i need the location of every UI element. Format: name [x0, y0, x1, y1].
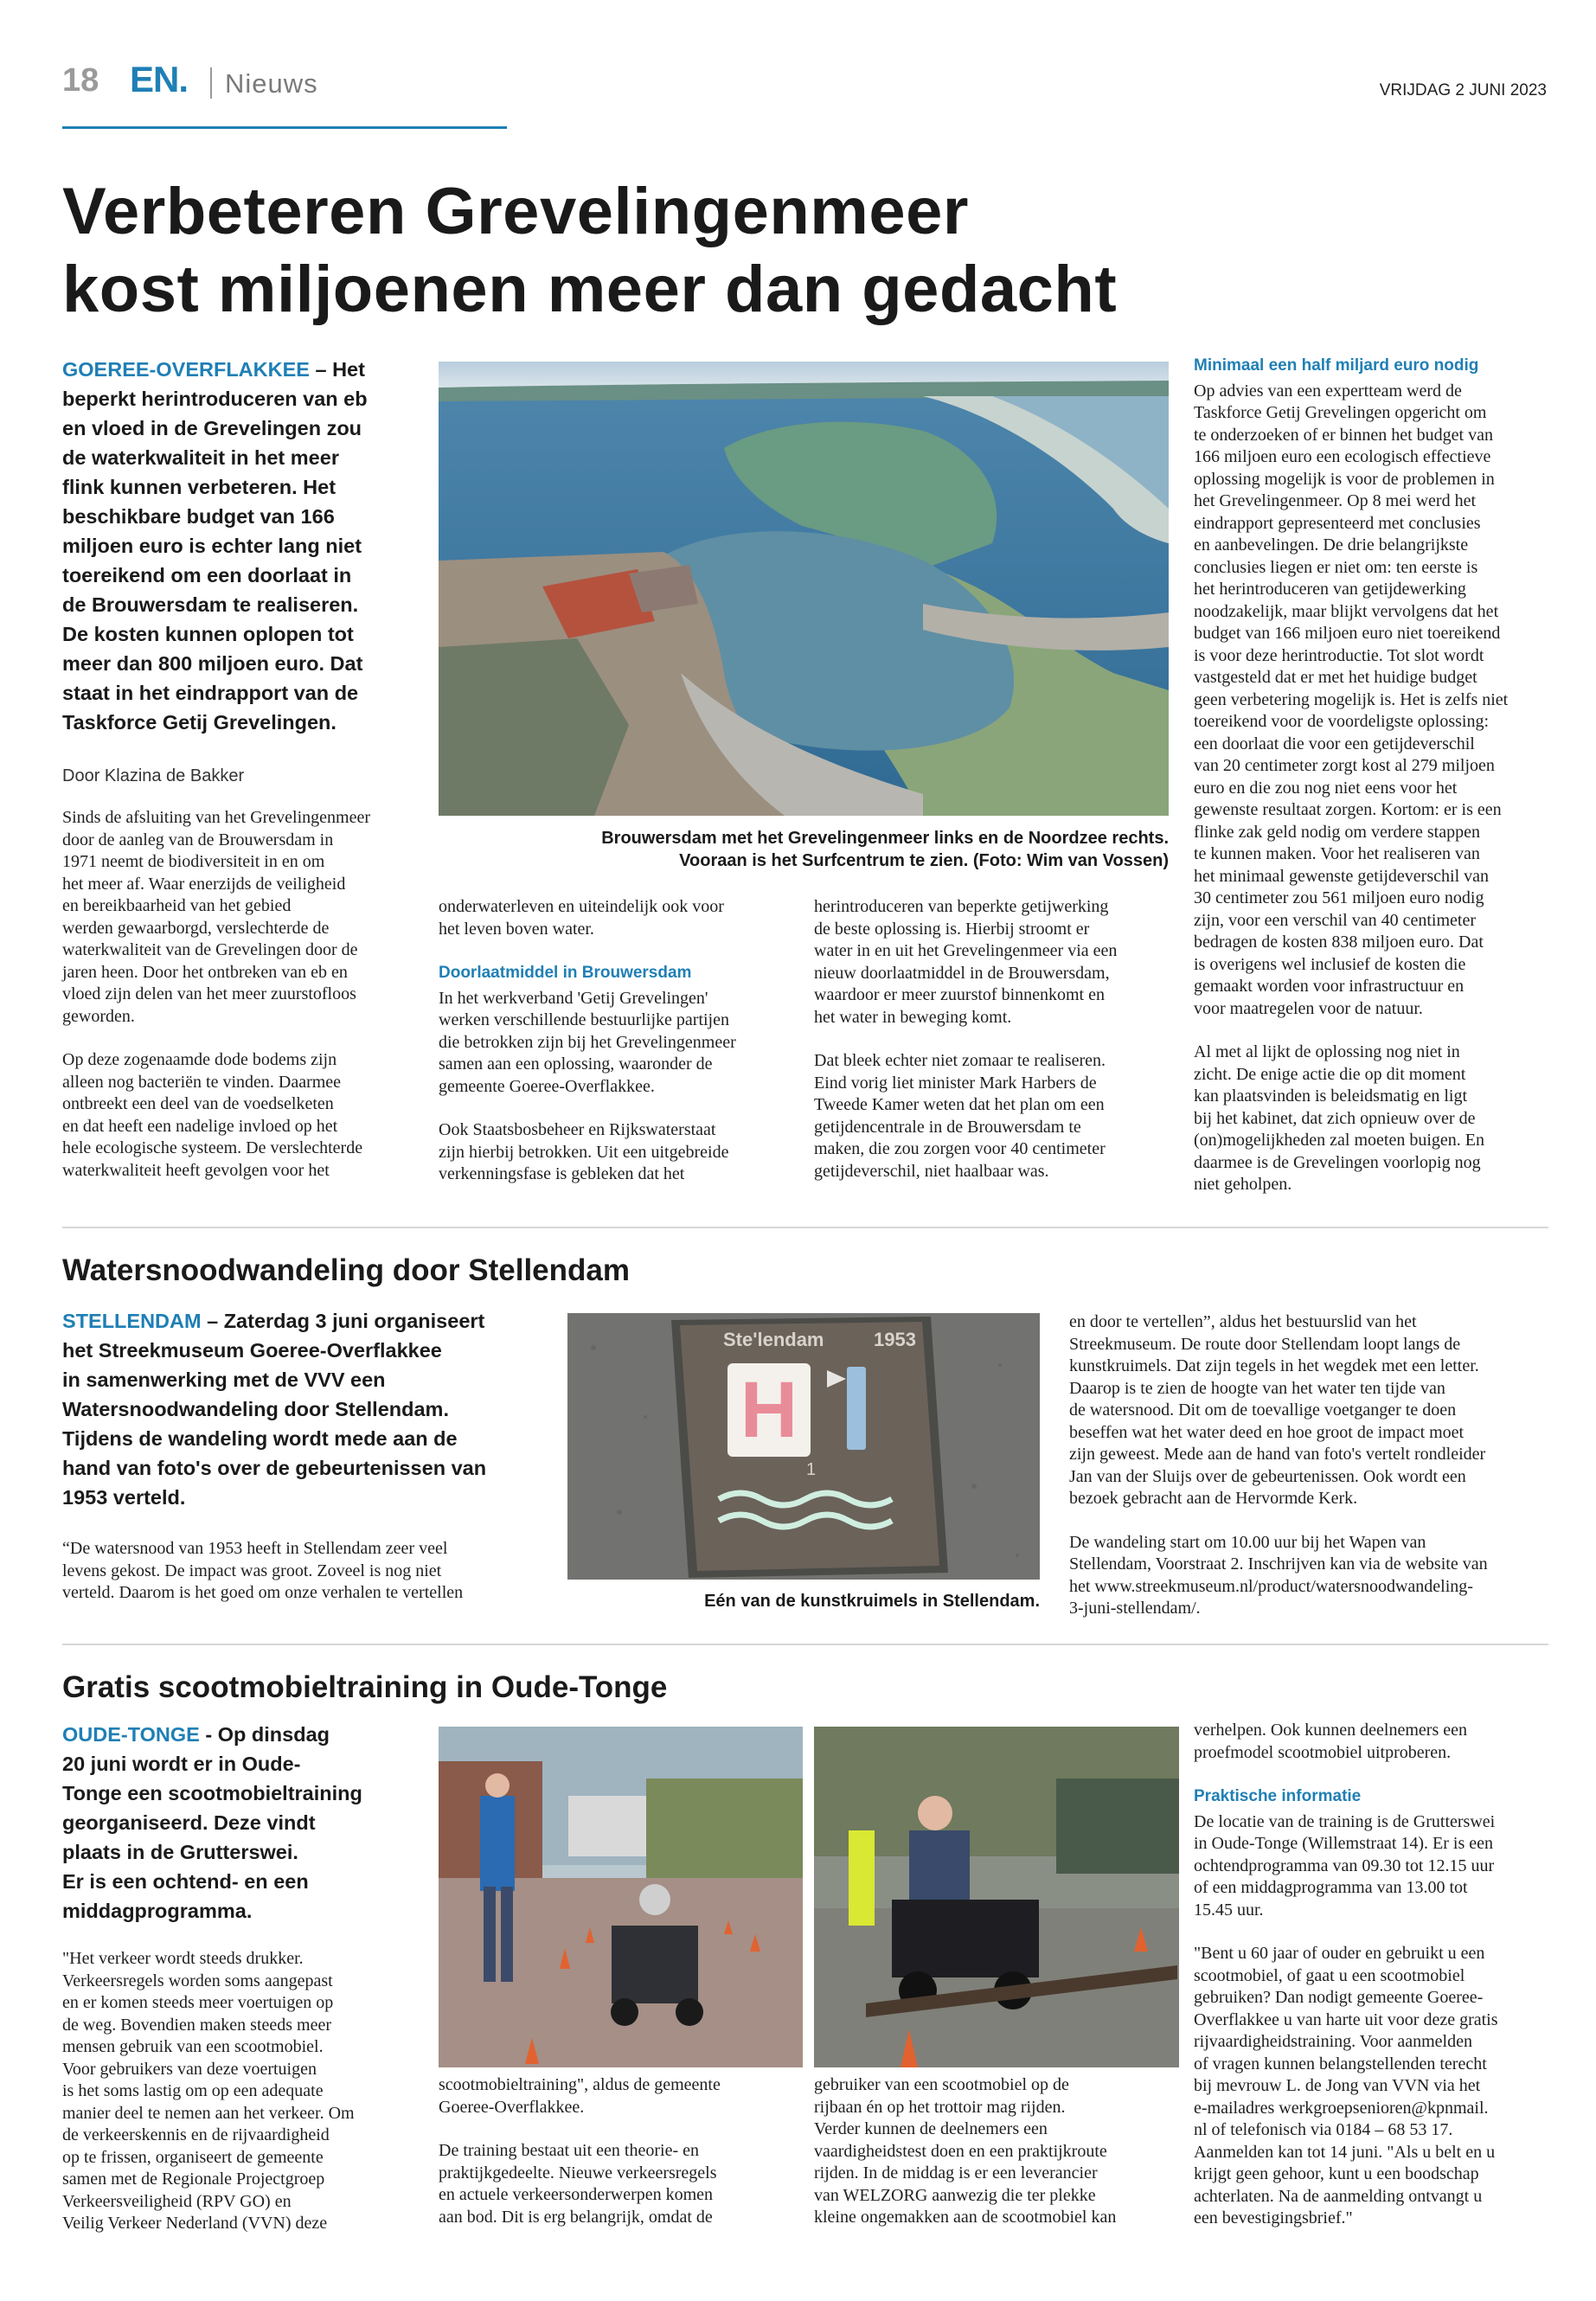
- article2-lede: [62, 1306, 547, 1512]
- article1-col1-p2: Op deze zogenaamde dode bodems zijn alleen nog bacteriën te vinden. Daarmee ontbreekt een deel van de voedselketen en dat heeft een nadelige invloed op het hele ecologische systeem. De verslechterde waterkwaliteit heeft gevolgen voor het: [62, 1050, 363, 1180]
- tile-number: 1: [806, 1460, 817, 1479]
- article3-col1: [62, 1720, 426, 2257]
- tile-photo-caption: Eén van de kunstkruimels in Stellendam.: [704, 1592, 1040, 1611]
- kunstkruimel-tile-photo: [567, 1313, 1040, 1580]
- tile-place-name: Ste'lendam: [723, 1329, 824, 1350]
- article2-headline: Watersnoodwandeling door Stellendam: [62, 1253, 630, 1287]
- section-divider-2: [62, 1644, 1548, 1645]
- article3-col4-p3: "Bent u 60 jaar of ouder en gebruikt u een scootmobiel, of gaat u een scootmobiel gebruiken? Dan nodigt gemeente Goeree- Overflakkee u van harte uit voor deze gratis rijvaardigheidstraining. Voor aanmelden of vragen kunnen belangstellenden terecht bij mevrouw L. de Jong van VVN via het e-mailadres werkgroepsenioren@kpnmail. nl of telefonisch via 0184 – 68 53 17. Aanmelden kan tot 14 juni. "Als u belt en u krijgt geen gehoor, kunt u een boodschap achterlaten. Na de aanmelding ontvangt u een bevestigingsbrief.": [1194, 1944, 1498, 2227]
- header-underline: [62, 126, 507, 129]
- article1-col4-p1: Op advies van een expertteam werd de Taskforce Getij Grevelingen opgericht om te onderzoeken of er binnen het budget van 166 miljoen euro een ecologisch effectieve oplossing mogelijk is voor de problemen in het Grevelingenmeer. Op 8 mei werd het eindrapport gepresenteerd met conclusies en aanbevelingen. De drie belangrijkste conclusies liegen er niet om: ten eerste is het herintroduceren van getijdewerking noodzakelijk, maar blijkt vervolgens dat het budget van 166 miljoen euro niet toereikend is voor deze herintroductie. Tot slot wordt vastgesteld dat er met het huidige budget geen verbetering mogelijk is. Het is zelfs niet toereikend voor de voordeligste oplossing: een doorlaat die voor een getijdeverschil van 20 centimeter zorgt kost al 279 miljoen euro en die zou nog niet eens voor het gewenste resultaat zorgen. Kortom: er is een flinke zak geld nodig om verdere stappen te kunnen maken. Voor het realiseren van het minimaal gewenste getijdeverschil van 30 centimeter zou 561 miljoen euro nodig zijn, voor een verschil van 40 centimeter bedragen de kosten 838 miljoen euro. Dat is overigens wel inclusief de kosten die gemaakt worden voor infrastructuur en voor maatregelen voor de natuur.: [1194, 381, 1509, 1018]
- issue-date: VRIJDAG 2 JUNI 2023: [1379, 81, 1547, 99]
- article3-col2: [439, 2074, 793, 2250]
- article3-col3: [814, 2074, 1169, 2251]
- publication-logo: EN.: [130, 59, 189, 99]
- article1-headline-line2: kost miljoenen meer dan gedacht: [62, 253, 1118, 326]
- article1-col3: [814, 896, 1169, 1204]
- article1-lede-text: – Het beperkt herintroduceren van eb en vloed in de Grevelingen zou de waterkwaliteit in het meer flink kunnen verbeteren. Het beschikbare budget van 166 miljoen euro is echter lang niet toereikend om een doorlaat in de Brouwersdam te realiseren. De kosten kunnen oplopen tot meer dan 800 miljoen euro. Dat staat in het eindrapport van de Taskforce Getij Grevelingen.: [62, 358, 368, 734]
- article2-lede-text: – Zaterdag 3 juni organiseert het Streekmuseum Goeree-Overflakkee in samenwerking met de VVV een Watersnoodwandeling door Stellendam. Tijdens de wandeling wordt mede aan de hand van foto's over de gebeurtenissen van 1953 verteld.: [62, 1310, 487, 1509]
- article2-col1-p1: “De watersnood van 1953 heeft in Stellendam zeer veel levens gekost. De impact was groot. Zoveel is nog niet verteld. Daarom is het goed om onze verhalen te vertellen: [62, 1539, 464, 1602]
- article1-col1: [62, 355, 408, 1203]
- section-label: Nieuws: [225, 68, 318, 99]
- tile-year: 1953: [874, 1329, 916, 1350]
- tile-letter: H: [740, 1366, 798, 1454]
- article3-col2-p1: scootmobieltraining", aldus de gemeente Goeree-Overflakkee.: [439, 2075, 721, 2117]
- article3-col3-p1: gebruiker van een scootmobiel op de rijbaan én op het trottoir mag rijden. Verder kunnen de deelnemers een vaardigheidstest doen en een praktijkroute rijden. In de middag is er een leverancier van WELZORG aanwezig die ter plekke kleine ongemakken aan de scootmobiel kan: [814, 2075, 1117, 2227]
- article1-lede: [62, 355, 408, 737]
- article1-col1-p1: Sinds de afsluiting van het Grevelingenmeer door de aanleg van de Brouwersdam in 1971 neemt de biodiversiteit in en om het meer af. Waar enerzijds de veiligheid en bereikbaarheid van het gebied werden gewaarborgd, verslechterde de waterkwaliteit van de Grevelingen door de jaren heen. Door het ontbreken van eb en vloed zijn delen van het meer zuurstofloos geworden.: [62, 808, 371, 1026]
- article1-headline-line1: Verbeteren Grevelingenmeer: [62, 175, 969, 248]
- article3-col4-p2: De locatie van de training is de Grutterswei in Oude-Tonge (Willemstraat 14). Er is een ochtendprogramma van 09.30 tot 12.15 uur of een middagprogramma van 13.00 tot 15.45 uur.: [1194, 1811, 1496, 1920]
- article2-place: STELLENDAM: [62, 1310, 202, 1332]
- article1-col4-p2: Al met al lijkt de oplossing nog niet in zicht. De enige actie die op dit moment kan plaatsvinden is beleidsmatig en ligt bij het kabinet, dat zich opnieuw over de (on)mogelijkheden zal moeten buigen. En daarmee is de Grevelingen voorlopig nog niet geholpen.: [1194, 1042, 1485, 1194]
- article1-col2-subhead: Doorlaatmiddel in Brouwersdam: [439, 964, 692, 982]
- article2-col3-p2: De wandeling start om 10.00 uur bij het Wapen van Stellendam, Voorstraat 2. Inschrijven kan via de website van het www.streekmuseum.nl/product/watersnoodwandeling- 3-juni-stellendam/.: [1069, 1532, 1488, 1618]
- article3-headline: Gratis scootmobieltraining in Oude-Tonge: [62, 1670, 668, 1704]
- scootmobiel-training-photo-1: [439, 1727, 803, 2067]
- article3-lede-text: - Op dinsdag 20 juni wordt er in Oude- Tonge een scootmobieltraining georganiseerd. Deze vindt plaats in de Grutterswei. Er is een ochtend- en een middagprogramma.: [62, 1723, 362, 1922]
- article3-lede: [62, 1720, 426, 1926]
- section-divider-1: [62, 1227, 1548, 1228]
- article1-col2-p2: In het werkverband 'Getij Grevelingen' werken verschillende bestuurlijke partijen die betrokken zijn bij het Grevelingenmeer samen aan een oplossing, waaronder de gemeente Goeree-Overflakkee.: [439, 988, 736, 1096]
- article1-col4: [1194, 355, 1557, 1218]
- article2-col3: [1069, 1311, 1554, 1642]
- article1-col3-p1: herintroduceren van beperkte getijwerking de beste oplossing is. Hierbij stroomt er water in en uit het Grevelingenmeer via een nieuw doorlaatmiddel in de Brouwersdam, waardoor er meer zuurstof binnenkomt en het water in beweging komt.: [814, 897, 1118, 1027]
- header-divider: [210, 67, 212, 99]
- article3-place: OUDE-TONGE: [62, 1723, 200, 1746]
- article2-col1: [62, 1306, 547, 1626]
- article3-col4-p1: verhelpen. Ook kunnen deelnemers een proefmodel scootmobiel uitproberen.: [1194, 1721, 1467, 1762]
- aerial-photo-caption: Brouwersdam met het Grevelingenmeer links en de Noordzee rechts. Vooraan is het Surfcentrum te zien. (Foto: Wim van Vossen): [601, 829, 1169, 870]
- article1-col2-p3: Ook Staatsbosbeheer en Rijkswaterstaat zijn hierbij betrokken. Uit een uitgebreide verkenningsfase is gebleken dat het: [439, 1120, 729, 1183]
- article1-col2: [439, 896, 793, 1208]
- article2-col3-p1: en door te vertellen”, aldus het bestuurslid van het Streekmuseum. De route door Stellendam loopt langs de kunstkruimels. Dat zijn tegels in het wegdek met een letter. Daarop is te zien de hoogte van het water ten tijde van de watersnood. Dit om de toevallige voetganger te doen beseffen wat het water deed en hoe groot de impact moet zijn geweest. Mede aan de hand van foto's vertelt rondleider Jan van der Sluijs over de gebeurtenissen. Ook wordt een bezoek gebracht aan de Hervormde Kerk.: [1069, 1312, 1486, 1508]
- article1-place: GOEREE-OVERFLAKKEE: [62, 358, 310, 381]
- scootmobiel-training-photo-2: [814, 1727, 1179, 2067]
- article1-col4-subhead: Minimaal een half miljard euro nodig: [1194, 356, 1479, 375]
- article1-col2-p1: onderwaterleven en uiteindelijk ook voor het leven boven water.: [439, 897, 724, 939]
- article3-col4-subhead: Praktische informatie: [1194, 1787, 1362, 1805]
- article3-col4: [1194, 1720, 1557, 2252]
- article1-byline: Door Klazina de Bakker: [62, 766, 245, 785]
- brouwersdam-aerial-photo: [439, 362, 1169, 816]
- article1-headline: [62, 173, 1117, 329]
- article3-col2-p2: De training bestaat uit een theorie- en praktijkgedeelte. Nieuwe verkeersregels en actuele verkeersonderwerpen komen aan bod. Dit is erg belangrijk, omdat de: [439, 2141, 717, 2227]
- page-number: 18: [62, 62, 99, 99]
- article3-col1-p1: "Het verkeer wordt steeds drukker. Verkeersregels worden soms aangepast en er komen steeds meer voertuigen op de weg. Bovendien maken steeds meer mensen gebruik van een scootmobiel. Voor gebruikers van deze voertuigen is het soms lastig om op een adequate manier deel te nemen aan het verkeer. Om de verkeerskennis en de rijvaardigheid op te frissen, organiseert de gemeente samen met de Regionale Projectgroep Verkeersveiligheid (RPV GO) en Veilig Verkeer Nederland (VVN) deze: [62, 1949, 355, 2233]
- article1-col3-p2: Dat bleek echter niet zomaar te realiseren. Eind vorig liet minister Mark Harbers de Tweede Kamer weten dat het plan om een getijdencentrale in de Brouwersdam te maken, die zou zorgen voor 40 centimeter getijdeverschil, niet haalbaar was.: [814, 1051, 1106, 1181]
